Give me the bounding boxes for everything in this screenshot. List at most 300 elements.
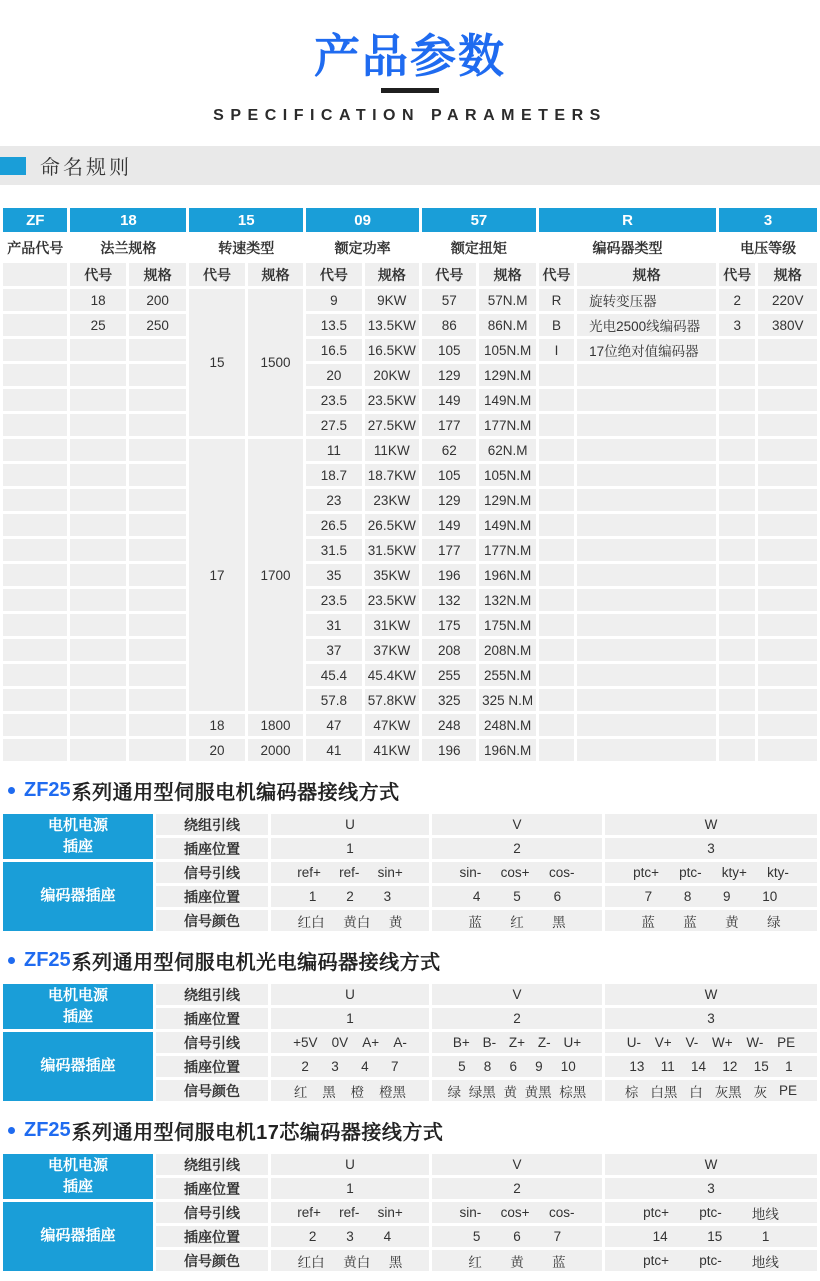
- product-code-cell: [3, 439, 67, 461]
- subheader-spec-cell: 规格: [479, 263, 535, 286]
- speed-code-cell: 17: [189, 439, 244, 711]
- power-spec-cell: 45.4KW: [365, 664, 419, 686]
- signal-color-item: 黄: [725, 914, 739, 930]
- winding-value: W: [605, 1154, 817, 1175]
- signal-wire-item: sin-: [459, 1205, 482, 1220]
- signal-color-group: [432, 1251, 602, 1271]
- signal-color-item: 蓝: [641, 914, 655, 930]
- signal-wire-item: sin-: [459, 865, 482, 880]
- signal-wire-item: ref+: [297, 1205, 321, 1220]
- naming-category-row: [3, 235, 817, 260]
- flange-code-cell: [70, 539, 125, 561]
- bullet-icon: [8, 957, 15, 964]
- flange-code-cell: [70, 689, 125, 711]
- power-spec-cell: 31.5KW: [365, 539, 419, 561]
- pin-position-item: 1: [785, 1059, 793, 1074]
- voltage-code-cell: 3: [719, 314, 755, 336]
- subheader-spec-cell: 规格: [758, 263, 817, 286]
- product-code-cell: [3, 639, 67, 661]
- bullet-icon: [8, 787, 15, 794]
- flange-spec-cell: [129, 489, 186, 511]
- torque-spec-cell: 177N.M: [479, 539, 535, 561]
- product-code-cell: [3, 564, 67, 586]
- winding-position: 1: [271, 1008, 429, 1029]
- voltage-code-cell: [719, 439, 755, 461]
- product-code-cell: [3, 339, 67, 361]
- power-socket-label-line: 电机电源: [47, 987, 108, 1005]
- power-code-cell: 23.5: [306, 589, 361, 611]
- product-code-cell: [3, 514, 67, 536]
- naming-table-row: [3, 739, 817, 761]
- signal-color-group: [271, 911, 429, 931]
- encoder-spec-cell: [577, 389, 716, 411]
- product-code-cell: [3, 539, 67, 561]
- subheader-code-cell: 代号: [422, 263, 476, 286]
- signal-color-item: 黄白: [343, 914, 371, 930]
- signal-color-group: [432, 1081, 602, 1101]
- pin-position-group: [271, 889, 429, 904]
- wiring-row: [3, 1154, 817, 1175]
- signal-wire: [605, 1202, 817, 1223]
- voltage-code-cell: [719, 489, 755, 511]
- encoder-socket-label: 编码器插座: [3, 1202, 153, 1271]
- encoder-spec-cell: [577, 539, 716, 561]
- signal-wire-item: W+: [711, 1035, 733, 1050]
- signal-wire-item: B+: [452, 1035, 470, 1050]
- power-spec-cell: 20KW: [365, 364, 419, 386]
- naming-table-row: [3, 639, 817, 661]
- voltage-code-cell: [719, 564, 755, 586]
- voltage-code-cell: [719, 639, 755, 661]
- naming-table-row: [3, 414, 817, 436]
- section-title-text: 系列通用型伺服电机编码器接线方式: [71, 781, 400, 804]
- signal-wire-item: ptc-: [679, 865, 702, 880]
- category-cell: 额定功率: [306, 235, 419, 260]
- pin-position-item: 7: [553, 1229, 562, 1244]
- signal-color-item: 黑: [388, 1254, 403, 1270]
- winding-value: V: [432, 984, 602, 1005]
- encoder-spec-cell: [577, 414, 716, 436]
- torque-code-cell: 255: [422, 664, 476, 686]
- encoder-spec-cell: [577, 589, 716, 611]
- wiring-table: [0, 811, 820, 934]
- torque-code-cell: 149: [422, 389, 476, 411]
- naming-code-row: [3, 208, 817, 232]
- power-spec-cell: 35KW: [365, 564, 419, 586]
- flange-spec-cell: [129, 364, 186, 386]
- power-code-cell: 37: [306, 639, 361, 661]
- torque-code-cell: 196: [422, 739, 476, 761]
- pin-position-item: 12: [722, 1059, 738, 1074]
- voltage-spec-cell: [758, 364, 817, 386]
- signal-wire-item: U+: [563, 1035, 582, 1050]
- flange-code-cell: [70, 714, 125, 736]
- signal-color-item: 绿黑: [468, 1084, 496, 1100]
- power-code-cell: 41: [306, 739, 361, 761]
- pin-position: [432, 886, 602, 907]
- pin-position-item: 8: [483, 1059, 492, 1074]
- model-code-cell: 09: [306, 208, 419, 232]
- subheader-code-cell: 代号: [719, 263, 755, 286]
- voltage-spec-cell: [758, 714, 817, 736]
- pin-position-item: 7: [644, 889, 653, 904]
- voltage-spec-cell: [758, 514, 817, 536]
- signal-color: [271, 910, 429, 931]
- naming-table-row: [3, 314, 817, 336]
- signal-wire-item: ref-: [339, 1205, 360, 1220]
- winding-position: 2: [432, 1008, 602, 1029]
- flange-spec-cell: [129, 414, 186, 436]
- signal-wire-item: Z+: [508, 1035, 526, 1050]
- signal-wire-label: 信号引线: [156, 1032, 268, 1053]
- encoder-spec-cell: 旋转变压器: [577, 289, 716, 311]
- signal-wire-item: sin+: [377, 1205, 403, 1220]
- power-code-cell: 47: [306, 714, 361, 736]
- product-code-cell: [3, 314, 67, 336]
- power-code-cell: 20: [306, 364, 361, 386]
- product-code-cell: [3, 614, 67, 636]
- blue-square-icon: [0, 157, 26, 175]
- signal-color-item: 蓝: [683, 914, 697, 930]
- subheader-cell: [3, 263, 67, 286]
- naming-rule-title: 命名规则: [40, 157, 132, 179]
- wiring-row: [3, 1032, 817, 1053]
- model-code-cell: ZF: [3, 208, 67, 232]
- encoder-spec-cell: [577, 564, 716, 586]
- pin-position-item: 2: [308, 1229, 317, 1244]
- naming-table-row: [3, 564, 817, 586]
- naming-table-row: [3, 464, 817, 486]
- signal-wire-item: ref-: [339, 865, 360, 880]
- section-title-text: 系列通用型伺服电机光电编码器接线方式: [71, 951, 441, 974]
- flange-code-cell: [70, 614, 125, 636]
- signal-wire-item: V-: [685, 1035, 699, 1050]
- power-code-cell: 9: [306, 289, 361, 311]
- encoder-code-cell: [539, 614, 574, 636]
- winding-position: 2: [432, 1178, 602, 1199]
- power-code-cell: 13.5: [306, 314, 361, 336]
- power-socket-label: [3, 984, 153, 1029]
- signal-color-item: 白: [689, 1084, 703, 1100]
- power-code-cell: 26.5: [306, 514, 361, 536]
- power-spec-cell: 23.5KW: [365, 389, 419, 411]
- signal-color-item: ptc-: [699, 1253, 722, 1268]
- voltage-spec-cell: [758, 589, 817, 611]
- flange-code-cell: [70, 589, 125, 611]
- pin-position-item: 4: [361, 1059, 369, 1074]
- flange-code-cell: [70, 414, 125, 436]
- torque-spec-cell: 149N.M: [479, 514, 535, 536]
- subheader-code-cell: 代号: [70, 263, 125, 286]
- pin-position: [605, 886, 817, 907]
- voltage-spec-cell: [758, 489, 817, 511]
- signal-wire-item: ptc+: [633, 865, 660, 880]
- torque-code-cell: 248: [422, 714, 476, 736]
- subheader-code-cell: 代号: [306, 263, 361, 286]
- pin-position: [271, 1226, 429, 1247]
- signal-color-item: 灰黑: [714, 1084, 742, 1100]
- naming-table: [0, 205, 820, 764]
- signal-wire-group: [432, 1205, 602, 1220]
- pin-position-item: 13: [629, 1059, 645, 1074]
- encoder-code-cell: [539, 489, 574, 511]
- signal-wire-item: A+: [362, 1035, 380, 1050]
- category-cell: 电压等级: [719, 235, 817, 260]
- naming-table-row: [3, 364, 817, 386]
- naming-table-row: [3, 439, 817, 461]
- signal-color-item: 红白: [297, 1254, 325, 1270]
- signal-wire-item: A-: [393, 1035, 407, 1050]
- torque-code-cell: 62: [422, 439, 476, 461]
- power-spec-cell: 16.5KW: [365, 339, 419, 361]
- naming-table-row: [3, 589, 817, 611]
- product-code-cell: [3, 389, 67, 411]
- torque-spec-cell: 129N.M: [479, 489, 535, 511]
- product-code-cell: [3, 414, 67, 436]
- signal-wire-label: 信号引线: [156, 1202, 268, 1223]
- pin-position-group: [271, 1229, 429, 1244]
- pin-position-item: 5: [458, 1059, 466, 1074]
- signal-wire-item: V+: [654, 1035, 672, 1050]
- torque-code-cell: 196: [422, 564, 476, 586]
- torque-code-cell: 149: [422, 514, 476, 536]
- pin-position-item: 14: [652, 1229, 668, 1244]
- signal-color-label: 信号颜色: [156, 1080, 268, 1101]
- power-code-cell: 18.7: [306, 464, 361, 486]
- winding-value: W: [605, 984, 817, 1005]
- encoder-code-cell: [539, 464, 574, 486]
- signal-color-item: 棕: [624, 1084, 639, 1100]
- subheader-spec-cell: 规格: [248, 263, 303, 286]
- naming-table-row: [3, 289, 817, 311]
- naming-table-row: [3, 614, 817, 636]
- flange-code-cell: [70, 339, 125, 361]
- flange-code-cell: [70, 439, 125, 461]
- encoder-spec-cell: [577, 364, 716, 386]
- pin-position-group: [271, 1059, 429, 1074]
- flange-code-cell: [70, 664, 125, 686]
- signal-wire: [432, 1202, 602, 1223]
- signal-wire-item: cos-: [549, 1205, 575, 1220]
- flange-spec-cell: [129, 439, 186, 461]
- torque-code-cell: 86: [422, 314, 476, 336]
- winding-wire-label: 绕组引线: [156, 814, 268, 835]
- voltage-spec-cell: 220V: [758, 289, 817, 311]
- naming-table-row: [3, 689, 817, 711]
- signal-color-item: 橙黑: [379, 1084, 407, 1100]
- flange-code-cell: [70, 464, 125, 486]
- signal-color-group: [271, 1081, 429, 1101]
- wiring-section-title: [8, 948, 820, 972]
- pin-position-item: 8: [683, 889, 692, 904]
- encoder-code-cell: [539, 739, 574, 761]
- pin-position-item: 3: [383, 889, 392, 904]
- power-spec-cell: 31KW: [365, 614, 419, 636]
- signal-wire-item: cos+: [500, 865, 530, 880]
- power-spec-cell: 57.8KW: [365, 689, 419, 711]
- encoder-code-cell: [539, 389, 574, 411]
- pin-position-item: 7: [391, 1059, 399, 1074]
- torque-spec-cell: 105N.M: [479, 339, 535, 361]
- power-spec-cell: 23KW: [365, 489, 419, 511]
- page-title: 产品参数: [314, 30, 506, 82]
- torque-spec-cell: 325 N.M: [479, 689, 535, 711]
- voltage-code-cell: [719, 464, 755, 486]
- voltage-code-cell: [719, 389, 755, 411]
- encoder-spec-cell: 17位绝对值编码器: [577, 339, 716, 361]
- power-socket-label-line: 电机电源: [47, 1157, 108, 1175]
- flange-code-cell: [70, 639, 125, 661]
- torque-spec-cell: 132N.M: [479, 589, 535, 611]
- power-code-cell: 23: [306, 489, 361, 511]
- section-series-code: ZF25: [24, 778, 71, 801]
- voltage-spec-cell: [758, 439, 817, 461]
- signal-color-item: 蓝: [468, 914, 482, 930]
- pin-position-group: [605, 1229, 817, 1244]
- signal-color-item: 红白: [297, 914, 325, 930]
- socket-position-label: 插座位置: [156, 1178, 268, 1199]
- signal-wire-item: cos+: [500, 1205, 530, 1220]
- signal-color-item: 黄: [503, 1084, 517, 1100]
- torque-spec-cell: 149N.M: [479, 389, 535, 411]
- voltage-code-cell: [719, 414, 755, 436]
- signal-wire: [605, 1032, 817, 1053]
- power-socket-label: [3, 1154, 153, 1199]
- signal-wire: [271, 862, 429, 883]
- voltage-spec-cell: [758, 639, 817, 661]
- torque-spec-cell: 177N.M: [479, 414, 535, 436]
- voltage-spec-cell: [758, 614, 817, 636]
- voltage-code-cell: [719, 614, 755, 636]
- product-code-cell: [3, 589, 67, 611]
- voltage-code-cell: [719, 514, 755, 536]
- pin-position-item: 6: [553, 889, 562, 904]
- signal-wire-group: [432, 1035, 602, 1050]
- signal-wire-group: [271, 865, 429, 880]
- speed-code-cell: 15: [189, 289, 244, 436]
- encoder-spec-cell: [577, 664, 716, 686]
- winding-position: 3: [605, 1178, 817, 1199]
- speed-spec-cell: 2000: [248, 739, 303, 761]
- torque-code-cell: 129: [422, 489, 476, 511]
- signal-wire-group: [271, 1035, 429, 1050]
- signal-color-item: 黄: [388, 914, 403, 930]
- flange-spec-cell: [129, 389, 186, 411]
- signal-color: [605, 1080, 817, 1101]
- pin-position-group: [432, 1059, 602, 1074]
- signal-color-item: 蓝: [552, 1254, 566, 1270]
- section-series-code: ZF25: [24, 1118, 71, 1141]
- torque-spec-cell: 86N.M: [479, 314, 535, 336]
- encoder-code-cell: [539, 664, 574, 686]
- signal-wire-item: kty+: [721, 865, 747, 880]
- signal-color-group: [605, 1081, 817, 1101]
- winding-value: W: [605, 814, 817, 835]
- signal-color-item: 地线: [751, 1254, 779, 1270]
- flange-spec-cell: [129, 614, 186, 636]
- signal-wire-group: [271, 1205, 429, 1220]
- power-spec-cell: 26.5KW: [365, 514, 419, 536]
- flange-spec-cell: [129, 464, 186, 486]
- naming-table-row: [3, 664, 817, 686]
- voltage-code-cell: [719, 539, 755, 561]
- product-code-cell: [3, 664, 67, 686]
- product-code-cell: [3, 714, 67, 736]
- encoder-socket-label: 编码器插座: [3, 862, 153, 931]
- power-spec-cell: 11KW: [365, 439, 419, 461]
- voltage-spec-cell: [758, 339, 817, 361]
- signal-color-group: [605, 911, 817, 931]
- torque-code-cell: 325: [422, 689, 476, 711]
- flange-spec-cell: [129, 714, 186, 736]
- torque-code-cell: 177: [422, 539, 476, 561]
- signal-color-item: 黄白: [343, 1254, 371, 1270]
- encoder-spec-cell: [577, 439, 716, 461]
- signal-wire: [271, 1032, 429, 1053]
- power-spec-cell: 13.5KW: [365, 314, 419, 336]
- torque-code-cell: 105: [422, 339, 476, 361]
- torque-spec-cell: 62N.M: [479, 439, 535, 461]
- winding-value: U: [271, 814, 429, 835]
- signal-wire-item: ref+: [297, 865, 321, 880]
- pin-position-item: 5: [472, 1229, 481, 1244]
- pin-position-group: [432, 889, 602, 904]
- signal-color-group: [271, 1251, 429, 1271]
- subheader-spec-cell: 规格: [577, 263, 716, 286]
- category-cell: 产品代号: [3, 235, 67, 260]
- socket-position-label: 插座位置: [156, 1008, 268, 1029]
- pin-position: [605, 1226, 817, 1247]
- flange-spec-cell: [129, 664, 186, 686]
- wiring-row: [3, 984, 817, 1005]
- torque-spec-cell: 255N.M: [479, 664, 535, 686]
- signal-wire-item: ptc+: [643, 1205, 670, 1220]
- winding-value: U: [271, 1154, 429, 1175]
- encoder-code-cell: [539, 564, 574, 586]
- power-spec-cell: 47KW: [365, 714, 419, 736]
- torque-code-cell: 129: [422, 364, 476, 386]
- signal-wire: [432, 1032, 602, 1053]
- flange-spec-cell: 250: [129, 314, 186, 336]
- torque-code-cell: 132: [422, 589, 476, 611]
- naming-table-row: [3, 714, 817, 736]
- voltage-spec-cell: [758, 689, 817, 711]
- encoder-code-cell: [539, 439, 574, 461]
- power-code-cell: 45.4: [306, 664, 361, 686]
- encoder-code-cell: [539, 539, 574, 561]
- speed-spec-cell: 1500: [248, 289, 303, 436]
- model-code-cell: 15: [189, 208, 303, 232]
- power-socket-label: [3, 814, 153, 859]
- product-code-cell: [3, 739, 67, 761]
- power-spec-cell: 9KW: [365, 289, 419, 311]
- encoder-code-cell: [539, 589, 574, 611]
- torque-spec-cell: 175N.M: [479, 614, 535, 636]
- torque-code-cell: 105: [422, 464, 476, 486]
- signal-wire: [605, 862, 817, 883]
- model-code-cell: 57: [422, 208, 536, 232]
- signal-wire-item: +5V: [293, 1035, 318, 1050]
- pin-position-group: [432, 1229, 602, 1244]
- naming-rule-bar: [0, 146, 820, 185]
- torque-code-cell: 208: [422, 639, 476, 661]
- torque-code-cell: 177: [422, 414, 476, 436]
- flange-code-cell: [70, 389, 125, 411]
- torque-spec-cell: 105N.M: [479, 464, 535, 486]
- flange-spec-cell: [129, 689, 186, 711]
- signal-wire: [271, 1202, 429, 1223]
- power-spec-cell: 37KW: [365, 639, 419, 661]
